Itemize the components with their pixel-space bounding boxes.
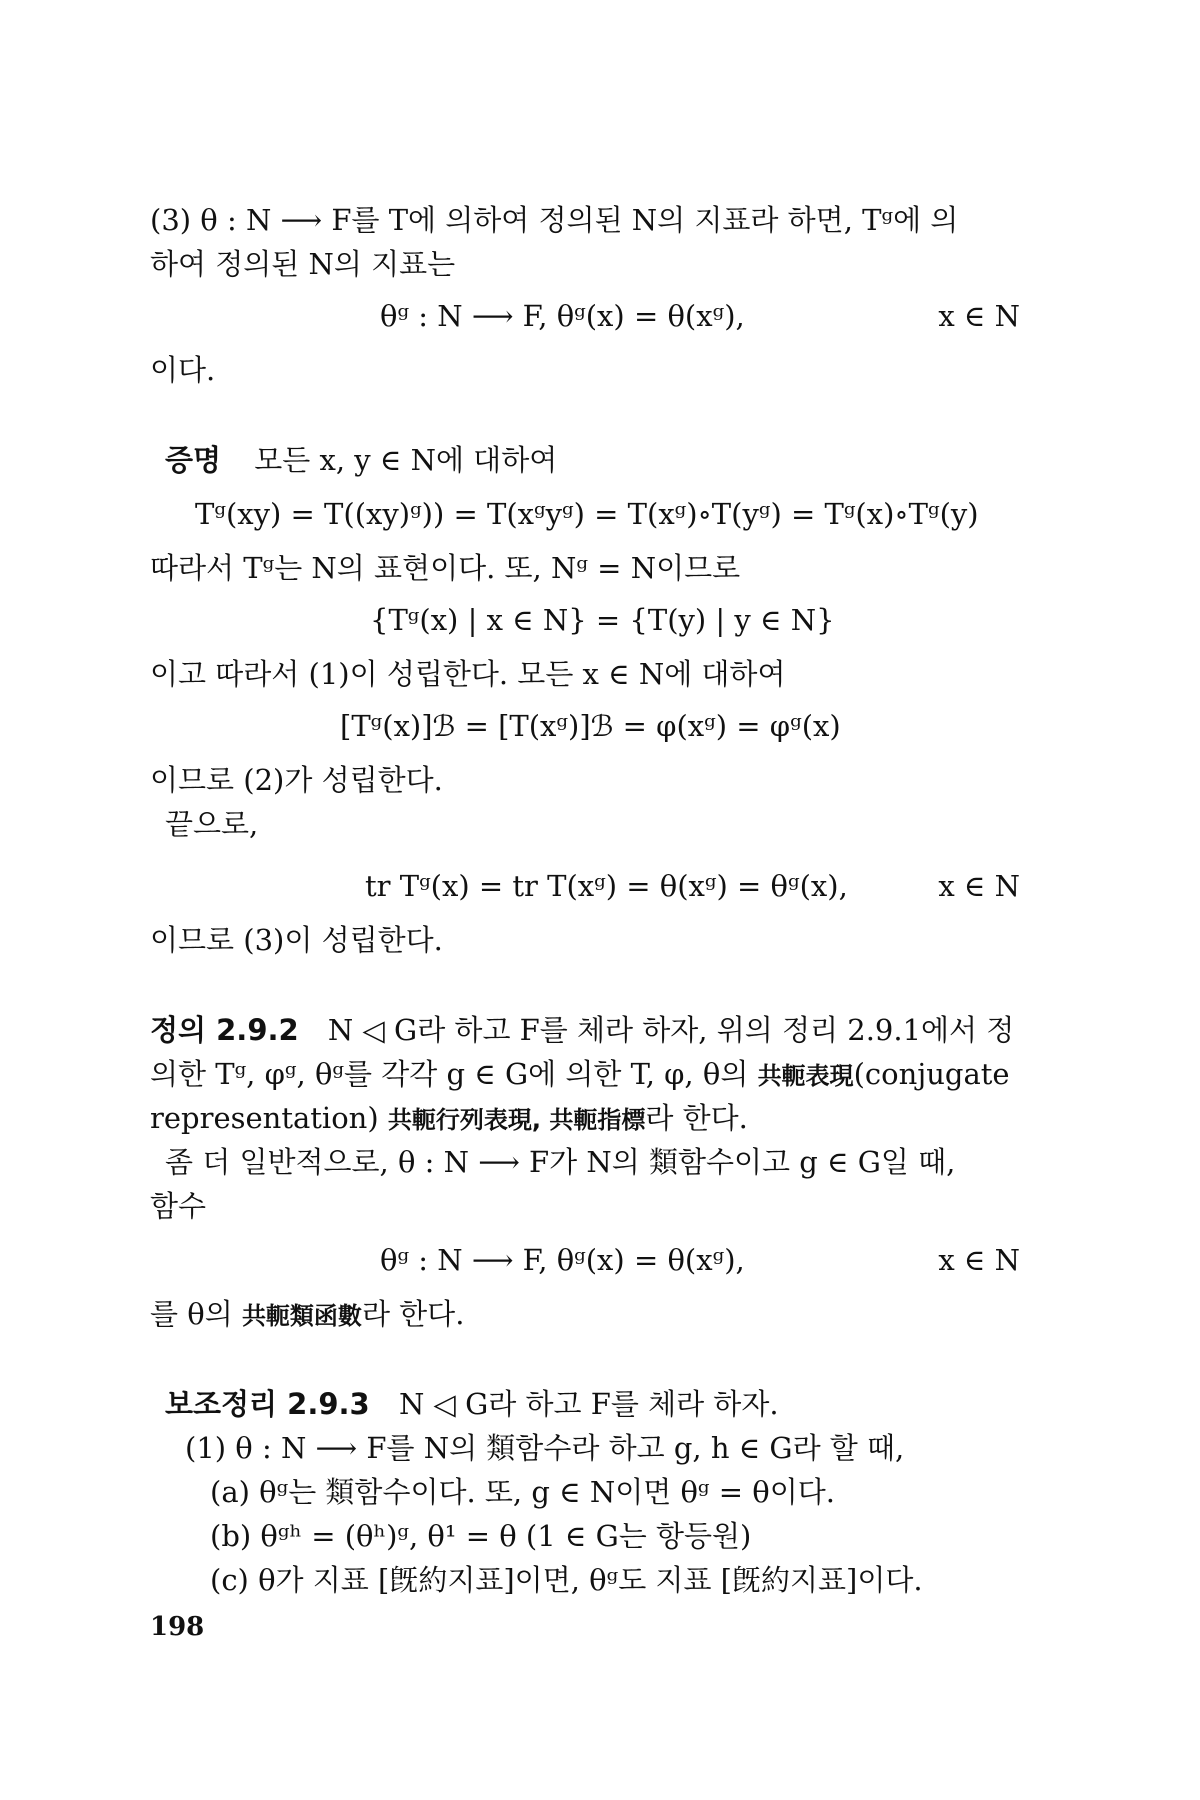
text-line-9: 이므로 (3)이 성립한다. <box>150 923 443 957</box>
text-line-8: 끝으로, <box>165 807 259 841</box>
text-line-6: 이고 따라서 (1)이 성립한다. 모든 x ∈ N에 대하여 <box>150 657 786 691</box>
text-line-17: (1) θ : N ⟶ F를 N의 類함수라 하고 g, h ∈ G라 할 때, <box>185 1431 905 1465</box>
lemma-heading: 보조정리 2.9.3 <box>165 1387 370 1421</box>
lemma-text: N ◁ G라 하고 F를 체라 하자. <box>398 1387 779 1421</box>
text-line-2: 하여 정의된 N의 지표는 <box>150 247 456 281</box>
equation-5-domain: x ∈ N <box>938 869 1020 903</box>
equation-3: {Tᵍ(x) | x ∈ N} = {T(y) | y ∈ N} <box>370 603 835 637</box>
text-line-11-a: 의한 Tᵍ, φᵍ, θᵍ를 각각 g ∈ G에 의한 T, φ, θ의 <box>150 1057 749 1091</box>
page-number: 198 <box>150 1612 205 1642</box>
text-line-19: (b) θᵍʰ = (θʰ)ᵍ, θ¹ = θ (1 ∈ G는 항등원) <box>210 1519 752 1553</box>
equation-5: tr Tᵍ(x) = tr T(xᵍ) = θ(xᵍ) = θᵍ(x), <box>365 869 848 903</box>
equation-4: [Tᵍ(x)]ℬ = [T(xᵍ)]ℬ = φ(xᵍ) = φᵍ(x) <box>340 709 841 743</box>
text-line-18: (a) θᵍ는 類함수이다. 또, g ∈ N이면 θᵍ = θ이다. <box>210 1475 835 1509</box>
proof-line <box>165 440 1065 480</box>
text-line-15-c: 라 한다. <box>361 1297 465 1331</box>
text-line-15 <box>150 1294 1050 1336</box>
lemma-line <box>165 1384 1065 1424</box>
equation-1: θᵍ : N ⟶ F, θᵍ(x) = θ(xᵍ), <box>380 299 745 333</box>
term-conjugate-representation: 共軛表現 <box>757 1062 854 1090</box>
text-line-15-a: 를 θ의 <box>150 1297 233 1331</box>
text-line-11-c: (conjugate <box>853 1057 1010 1091</box>
text-line-12-a: representation) <box>150 1101 379 1135</box>
definition-text: N ◁ G라 하고 F를 체라 하자, 위의 정리 2.9.1에서 정 <box>327 1013 1015 1047</box>
text-line-14: 함수 <box>150 1189 207 1223</box>
proof-heading: 증명 <box>165 443 222 477</box>
text-line-13: 좀 더 일반적으로, θ : N ⟶ F가 N의 類함수이고 g ∈ G일 때, <box>165 1145 956 1179</box>
text-line-7: 이므로 (2)가 성립한다. <box>150 763 443 797</box>
text-line-12 <box>150 1098 1050 1140</box>
equation-1-domain: x ∈ N <box>938 299 1020 333</box>
text-line-1: (3) θ : N ⟶ F를 T에 의하여 정의된 N의 지표라 하면, Tᵍ에 의 <box>150 203 959 237</box>
equation-2: Tᵍ(xy) = T((xy)ᵍ)) = T(xᵍyᵍ) = T(xᵍ)∘T(yᵍ) = Tᵍ(x)∘Tᵍ(y) <box>195 497 979 531</box>
definition-line <box>150 1010 1050 1050</box>
term-conjugate-matrix-character: 共軛行列表現, 共軛指標 <box>387 1106 646 1134</box>
text-line-3: 이다. <box>150 353 216 387</box>
proof-text: 모든 x, y ∈ N에 대하여 <box>254 443 558 477</box>
text-line-12-c: 라 한다. <box>645 1101 748 1135</box>
equation-6-domain: x ∈ N <box>938 1243 1020 1277</box>
equation-6: θᵍ : N ⟶ F, θᵍ(x) = θ(xᵍ), <box>380 1243 745 1277</box>
definition-heading: 정의 2.9.2 <box>150 1013 299 1047</box>
text-line-20: (c) θ가 지표 [旣約지표]이면, θᵍ도 지표 [旣約지표]이다. <box>210 1563 923 1597</box>
text-line-11 <box>150 1054 1050 1096</box>
text-line-5: 따라서 Tᵍ는 N의 표현이다. 또, Nᵍ = N이므로 <box>150 551 741 585</box>
term-conjugate-class-function: 共軛類函數 <box>241 1302 362 1330</box>
